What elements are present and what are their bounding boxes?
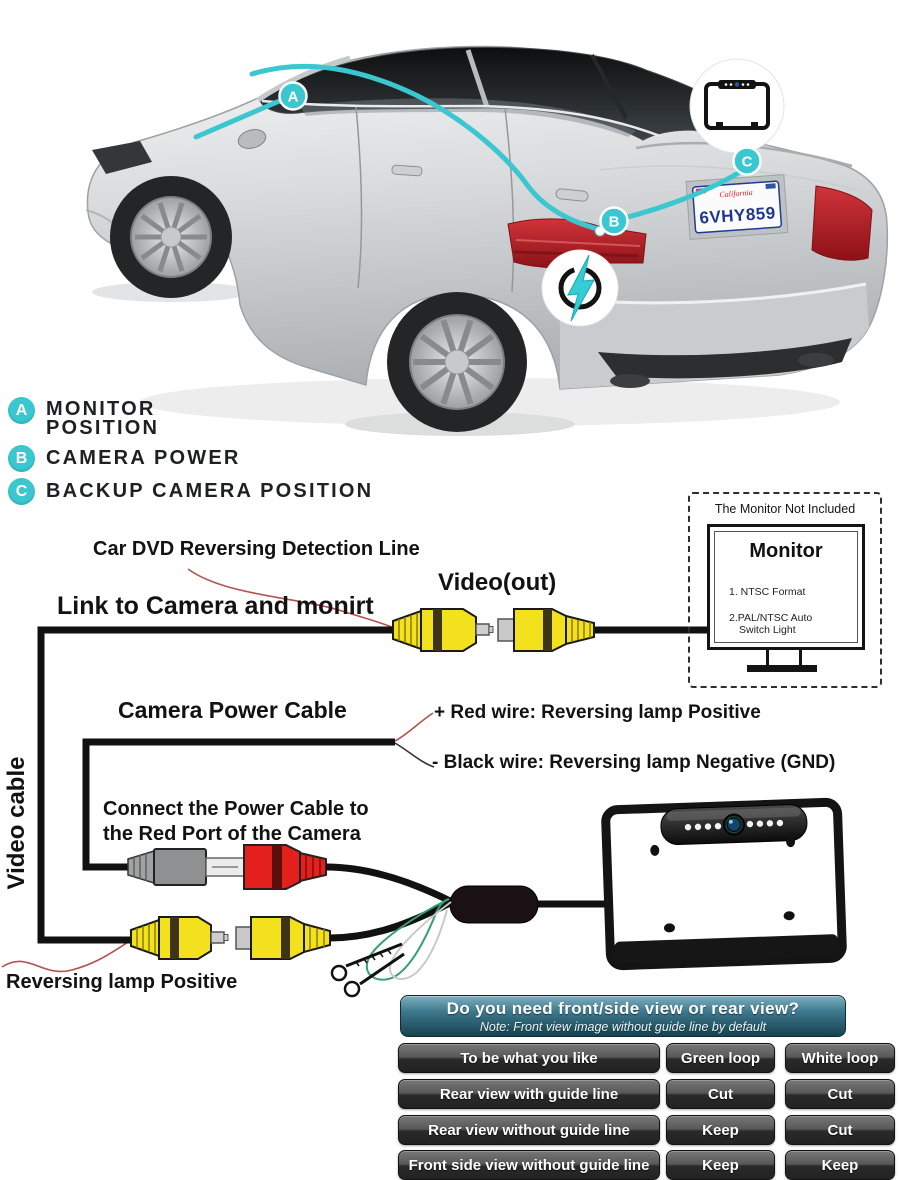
- legend-item-camera-power: [8, 445, 241, 472]
- table-cell-rear-without-guide: Rear view without guide line: [398, 1115, 660, 1145]
- legend-label-camera-power: CAMERA POWER: [46, 447, 241, 469]
- red-camera-connector: [244, 845, 326, 889]
- car-license-plate: [686, 175, 788, 240]
- lightning-icon: [542, 250, 618, 326]
- table-cell-rear-without-guide-white: Cut: [785, 1115, 895, 1145]
- table-cell-option-header: To be what you like: [398, 1043, 660, 1073]
- plate-frame-camera: [605, 802, 842, 966]
- table-cell-front-side-green: Keep: [666, 1150, 775, 1180]
- legend-line-monitor: MONITOR: [46, 398, 156, 420]
- monitor-stand-base: [747, 665, 817, 672]
- rca-female-video-out: [498, 609, 594, 651]
- rear-wheel: [387, 292, 527, 432]
- legend-badge-b: B: [8, 445, 35, 472]
- video-out-label: Video(out): [438, 569, 557, 596]
- svg-text:C: C: [741, 153, 753, 171]
- link-label: Link to Camera and monirt: [57, 592, 374, 620]
- monitor-not-included-note: The Monitor Not Included: [714, 502, 856, 516]
- svg-text:B: B: [608, 213, 620, 231]
- table-cell-green-loop-header: Green loop: [666, 1043, 775, 1073]
- black-wire-label: - Black wire: Reversing lamp Negative (GND): [432, 752, 836, 773]
- table-cell-rear-with-guide-white: Cut: [785, 1079, 895, 1109]
- connect-power-line2: the Red Port of the Camera: [103, 823, 361, 845]
- table-cell-rear-with-guide-green: Cut: [666, 1079, 775, 1109]
- monitor-icon: [707, 524, 865, 650]
- connect-power-line1: Connect the Power Cable to: [103, 798, 369, 820]
- reversing-lamp-label: Reversing lamp Positive: [6, 971, 238, 993]
- table-cell-white-loop-header: White loop: [785, 1043, 895, 1073]
- camera-power-cable-label: Camera Power Cable: [118, 697, 347, 723]
- car-badge-b: [601, 208, 628, 235]
- table-cell-rear-with-guide: Rear view with guide line: [398, 1079, 660, 1109]
- legend-line-position: POSITION: [46, 417, 160, 439]
- inline-module: [450, 886, 538, 923]
- dvd-line-label: Car DVD Reversing Detection Line: [93, 538, 420, 560]
- legend-item-monitor-position: [8, 397, 159, 438]
- video-cable-label: Video cable: [3, 756, 30, 890]
- camera-lens: [723, 814, 745, 836]
- car-illustration: [86, 47, 887, 436]
- table-cell-front-side-white: Keep: [785, 1150, 895, 1180]
- table-cell-front-side-without-guide: Front side view without guide line: [398, 1150, 660, 1180]
- table-title: Do you need front/side view or rear view?: [446, 998, 800, 1018]
- table-note: Note: Front view image without guide line by default: [479, 1019, 767, 1034]
- rca-male-video-out: [393, 609, 493, 651]
- video-cable-line: [41, 630, 395, 940]
- monitor-spec-1: 1. NTSC Format: [729, 586, 806, 598]
- monitor-callout-box: [688, 492, 882, 688]
- legend-label-monitor-position: [46, 397, 159, 438]
- monitor-screen: [714, 531, 858, 643]
- table-cell-rear-without-guide-green: Keep: [666, 1115, 775, 1145]
- monitor-spec-2-line1: 2.PAL/NTSC Auto: [729, 612, 813, 624]
- license-plate-frame-icon: [690, 59, 784, 153]
- connect-power-label: [103, 797, 369, 847]
- monitor-spec-2-line2: Switch Light: [739, 624, 796, 636]
- rca-male-camera: [131, 917, 228, 959]
- car-badge-a: [280, 83, 307, 110]
- plate-state-text: California: [719, 187, 754, 200]
- plate-number-text: 6VHY859: [698, 203, 777, 228]
- dc-power-connector: [128, 849, 244, 885]
- legend-item-backup-camera-position: [8, 478, 373, 505]
- legend-badge-c: C: [8, 478, 35, 505]
- red-wire-label: + Red wire: Reversing lamp Positive: [434, 702, 761, 723]
- monitor-title: Monitor: [749, 540, 823, 562]
- legend-label-backup-camera-position: BACKUP CAMERA POSITION: [46, 480, 374, 502]
- legend-badge-a: A: [8, 397, 35, 424]
- car-badge-c: [734, 148, 761, 175]
- table-header: [400, 995, 846, 1037]
- svg-text:A: A: [287, 88, 299, 106]
- front-wheel: [110, 176, 232, 298]
- rca-female-camera: [236, 917, 330, 959]
